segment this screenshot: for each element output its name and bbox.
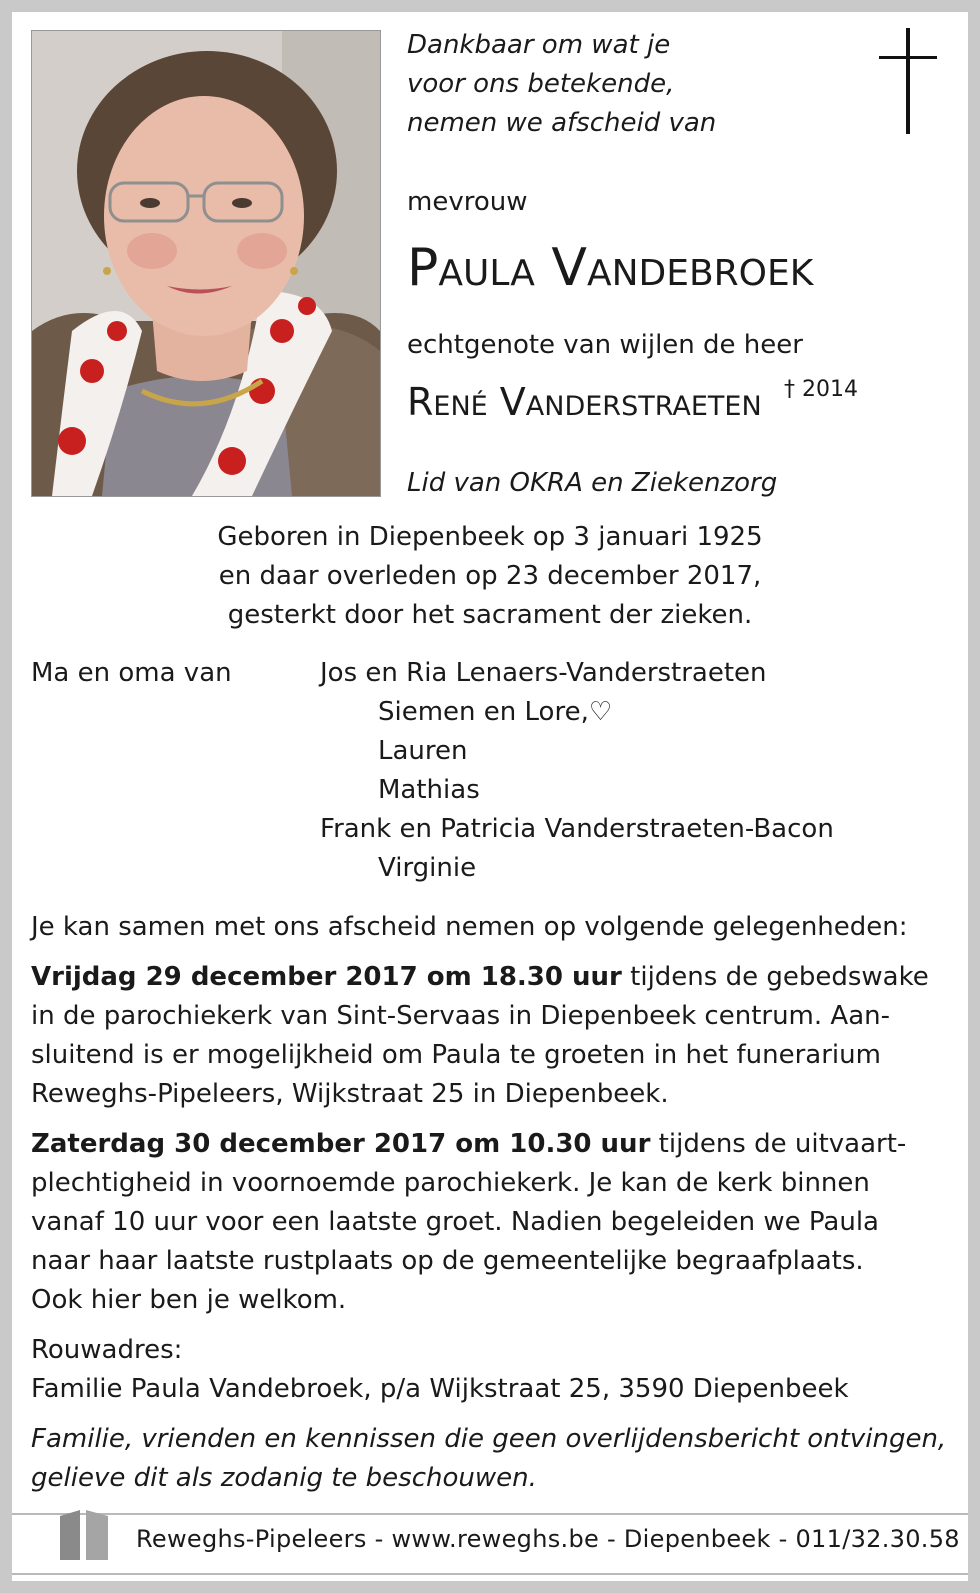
event2-when: Zaterdag 30 december 2017 om 10.30 uur [31, 1129, 651, 1159]
obituary-card [12, 12, 968, 1581]
event1-line: sluitend is er mogelijkheid om Paula te groeten in het funerarium [31, 1040, 881, 1070]
event2-line: plechtigheid in voornoemde parochiekerk. Je kan de kerk binnen [31, 1168, 870, 1198]
title-word: mevrouw [407, 187, 528, 217]
family-member: Mathias [378, 775, 480, 805]
intro-line: voor ons betekende, [407, 69, 675, 99]
family-label: Ma en oma van [31, 658, 232, 688]
birth-line: Geboren in Diepenbeek op 3 januari 1925 [217, 522, 763, 552]
address: Familie Paula Vandebroek, p/a Wijkstraat 25, 3590 Diepenbeek [31, 1374, 849, 1404]
event1-line: Vrijdag 29 december 2017 om 18.30 uur tijdens de gebedswake [31, 962, 929, 992]
intro-line: nemen we afscheid van [407, 108, 717, 138]
cross-icon-bar [879, 56, 937, 59]
heart-icon: ♡ [588, 697, 613, 727]
spouse-death-year: † 2014 [784, 377, 858, 402]
closing-line: Familie, vrienden en kennissen die geen overlijdensbericht ontvingen, [31, 1424, 947, 1454]
deceased-name: Paula Vandebroek [407, 238, 814, 298]
cross-icon [906, 28, 910, 134]
membership: Lid van OKRA en Ziekenzorg [407, 468, 778, 498]
event2-line: Ook hier ben je welkom. [31, 1285, 347, 1315]
birth-line: en daar overleden op 23 december 2017, [218, 561, 762, 591]
intro-line: Dankbaar om wat je [407, 30, 671, 60]
event1-line: in de parochiekerk van Sint-Servaas in Diepenbeek centrum. Aan- [31, 1001, 890, 1031]
footer-text: Reweghs-Pipeleers - www.reweghs.be - Diepenbeek - 011/32.30.58 [136, 1525, 960, 1553]
portrait-photo [31, 30, 381, 497]
family-member: Siemen en Lore,♡ [378, 697, 613, 727]
closing-line: gelieve dit als zodanig te beschouwen. [31, 1463, 537, 1493]
portrait-illustration [32, 31, 380, 496]
spouse-name: René Vanderstraeten [407, 380, 762, 424]
footer-rule [12, 1513, 968, 1515]
spouse-intro: echtgenote van wijlen de heer [407, 330, 803, 360]
funeral-home-logo-icon [56, 1506, 112, 1564]
footer-rule [12, 1573, 968, 1575]
event1-line: Reweghs-Pipeleers, Wijkstraat 25 in Diepenbeek. [31, 1079, 669, 1109]
address-label: Rouwadres: [31, 1335, 183, 1365]
event1-when: Vrijdag 29 december 2017 om 18.30 uur [31, 962, 622, 992]
birth-line: gesterkt door het sacrament der zieken. [227, 600, 753, 630]
family-member: Frank en Patricia Vanderstraeten-Bacon [320, 814, 834, 844]
family-member: Jos en Ria Lenaers-Vanderstraeten [320, 658, 767, 688]
event2-line: Zaterdag 30 december 2017 om 10.30 uur tijdens de uitvaart- [31, 1129, 907, 1159]
farewell-intro: Je kan samen met ons afscheid nemen op volgende gelegenheden: [31, 912, 908, 942]
event2-line: naar haar laatste rustplaats op de gemeentelijke begraafplaats. [31, 1246, 864, 1276]
event2-line: vanaf 10 uur voor een laatste groet. Nadien begeleiden we Paula [31, 1207, 879, 1237]
family-member: Lauren [378, 736, 468, 766]
family-member: Virginie [378, 853, 477, 883]
